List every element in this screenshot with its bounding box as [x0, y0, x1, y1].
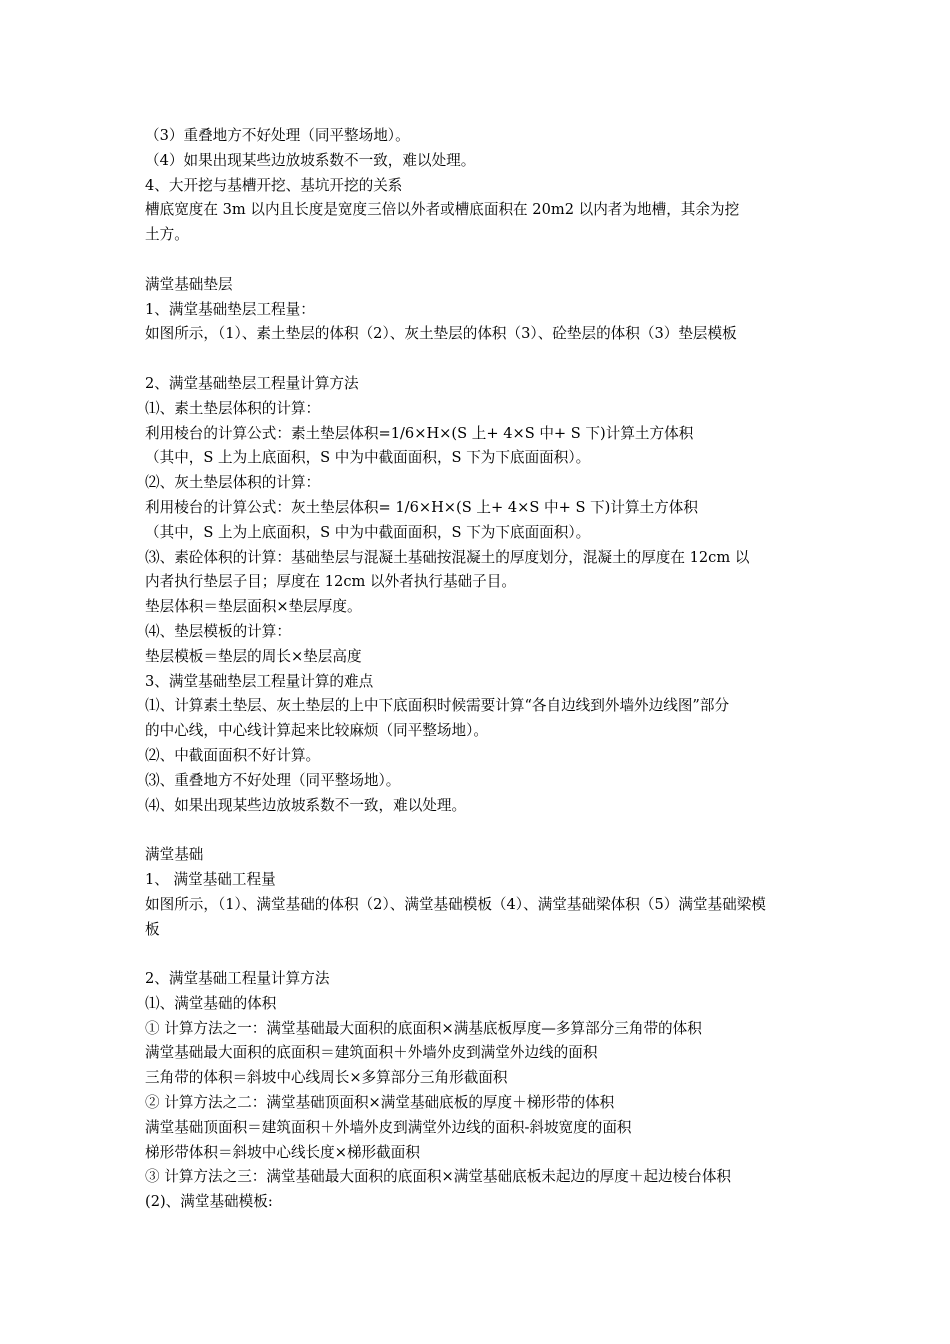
section-heading: 1、 满堂基础工程量 [145, 870, 276, 888]
text-line: 垫层模板＝垫层的周长×垫层高度 [145, 647, 362, 665]
text-line: ⑴、满堂基础的体积 [145, 994, 277, 1012]
blank-line [145, 248, 810, 273]
section-heading: 3、满堂基础垫层工程量计算的难点 [145, 672, 374, 690]
text-line: ⑵、中截面面积不好计算。 [145, 746, 321, 764]
document-body [145, 124, 810, 1215]
section-heading: 1、满堂基础垫层工程量： [145, 300, 315, 318]
text-line: 满堂基础顶面积＝建筑面积＋外墙外皮到满堂外边线的面积-斜坡宽度的面积 [145, 1118, 632, 1136]
text-line: （其中，S 上为上底面积，S 中为中截面面积，S 下为下底面面积）。 [145, 449, 591, 467]
text-line: ② 计算方法之二：满堂基础顶面积×满堂基础底板的厚度＋梯形带的体积 [145, 1094, 615, 1112]
text-line: ⑴、计算素土垫层、灰土垫层的上中下底面积时候需要计算“各自边线到外墙外边线图”部分 [145, 697, 730, 715]
text-line: 槽底宽度在 3m 以内且长度是宽度三倍以外者或槽底面积在 20m2 以内者为地槽，其余为挖 [145, 201, 740, 219]
text-line: (2)、满堂基础模板: [145, 1193, 273, 1211]
blank-line [145, 347, 810, 372]
text-line: 满堂基础最大面积的底面积＝建筑面积＋外墙外皮到满堂外边线的面积 [145, 1044, 598, 1062]
section-heading: 2、满堂基础工程量计算方法 [145, 970, 330, 988]
section-title: 满堂基础 [145, 846, 204, 864]
text-line: 梯形带体积＝斜坡中心线长度×梯形截面积 [145, 1143, 420, 1161]
blank-line [145, 818, 810, 843]
text-line: 垫层体积＝垫层面积×垫层厚度。 [145, 598, 362, 616]
text-line: （其中，S 上为上底面积，S 中为中截面面积，S 下为下底面面积）。 [145, 523, 591, 541]
text-line: 如图所示，（1）、满堂基础的体积（2）、满堂基础模板（4）、满堂基础梁体积（5）满堂基础梁模 [145, 895, 766, 913]
text-line: （3）重叠地方不好处理（同平整场地）。 [145, 127, 410, 144]
text-line: ⑷、如果出现某些边放坡系数不一致，难以处理。 [145, 796, 467, 814]
text-line: （4）如果出现某些边放坡系数不一致，难以处理。 [145, 151, 476, 169]
text-line: 利用棱台的计算公式：灰土垫层体积= 1/6×H×(S 上+ 4×S 中+ S 下)计算土方体积 [145, 498, 698, 516]
blank-line [145, 942, 810, 967]
text-line: 土方。 [145, 226, 189, 244]
text-line: ③ 计算方法之三：满堂基础最大面积的底面积×满堂基础底板未起边的厚度＋起边棱台体积 [145, 1168, 732, 1186]
text-line: 利用棱台的计算公式：素土垫层体积=1/6×H×(S 上+ 4×S 中+ S 下)计算土方体积 [145, 424, 694, 442]
section-title: 满堂基础垫层 [145, 275, 233, 293]
text-line: ⑵、灰土垫层体积的计算： [145, 474, 321, 492]
text-line: ⑶、重叠地方不好处理（同平整场地）。 [145, 771, 401, 789]
text-line: 三角带的体积＝斜坡中心线周长×多算部分三角形截面积 [145, 1069, 508, 1087]
text-line: ⑶、素砼体积的计算：基础垫层与混凝土基础按混凝土的厚度划分，混凝土的厚度在 12cm 以 [145, 548, 750, 566]
text-line: ① 计算方法之一：满堂基础最大面积的底面积×满基底板厚度—多算部分三角带的体积 [145, 1019, 702, 1037]
text-line: 板 [145, 920, 160, 938]
text-line: 如图所示，（1）、素土垫层的体积（2）、灰土垫层的体积（3）、砼垫层的体积（3）垫层模板 [145, 325, 737, 343]
text-line: ⑷、垫层模板的计算： [145, 622, 291, 640]
text-line: 内者执行垫层子目；厚度在 12cm 以外者执行基础子目。 [145, 573, 516, 591]
section-heading: 2、满堂基础垫层工程量计算方法 [145, 374, 359, 392]
text-line: ⑴、素土垫层体积的计算： [145, 399, 321, 417]
section-heading: 4、大开挖与基槽开挖、基坑开挖的关系 [145, 176, 403, 194]
text-line: 的中心线，中心线计算起来比较麻烦（同平整场地）。 [145, 722, 488, 740]
